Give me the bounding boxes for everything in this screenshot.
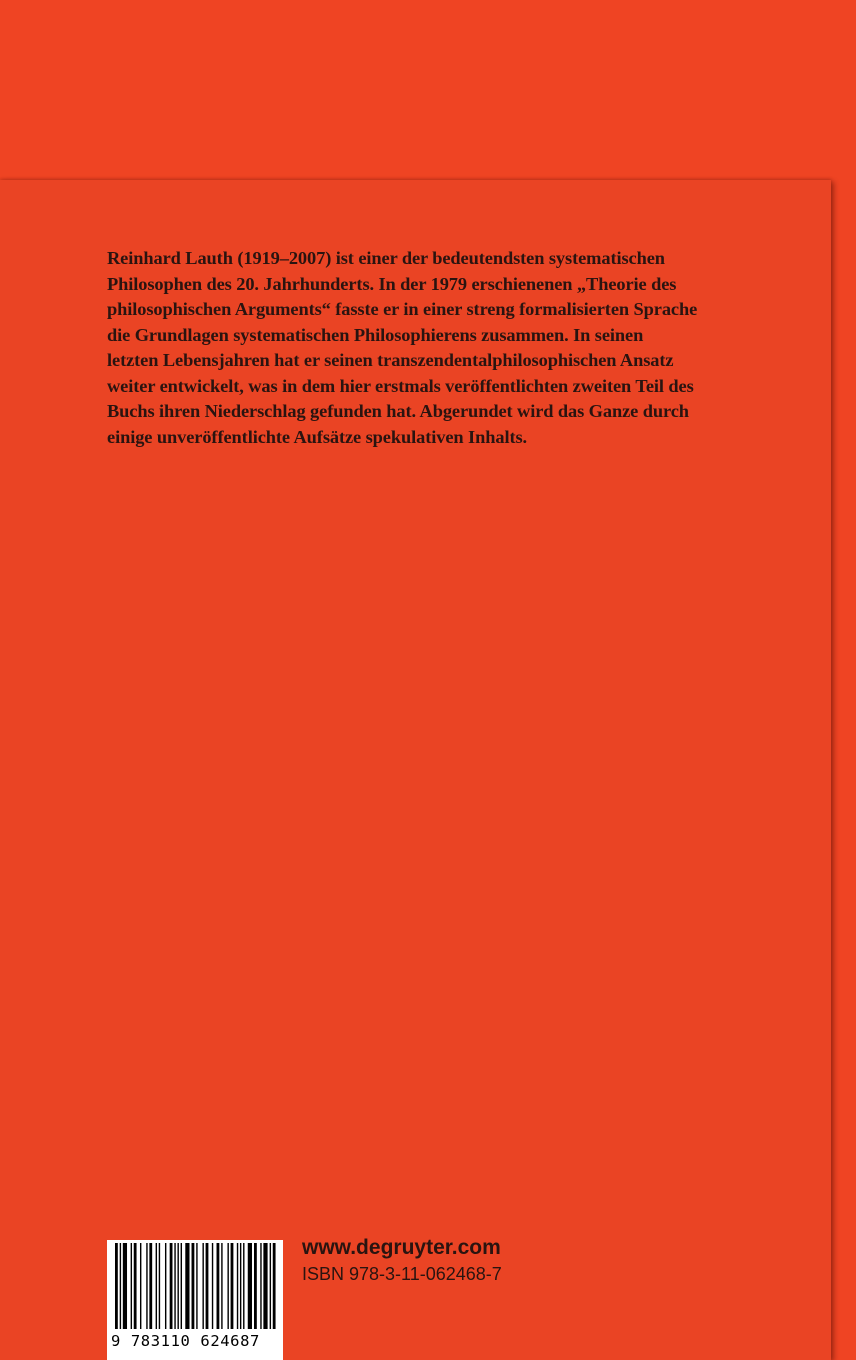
description-line: die Grundlagen systematischen Philosophierens zusammen. In seinen	[107, 324, 644, 345]
isbn-number: ISBN 978-3-11-062468-7	[302, 1264, 502, 1284]
description-line: philosophischen Arguments“ fasste er in einer streng formalisierten Sprache	[107, 299, 698, 319]
description-line: letzten Lebensjahren hat er seinen transzendentalphilosophischen Ansatz	[107, 350, 674, 370]
description-line: weiter entwickelt, was in dem hier erstmals veröffentlichten zweiten Teil des	[107, 375, 694, 396]
barcode-digits: 9 783110 624687	[111, 1332, 260, 1350]
publisher-url: www.degruyter.com	[302, 1236, 501, 1259]
book-description	[107, 246, 757, 450]
cover-top-band	[0, 0, 856, 180]
description-line: Philosophen des 20. Jahrhunderts. In der 1979 erschienenen „Theorie des	[107, 273, 677, 294]
description-line: Buchs ihren Niederschlag gefunden hat. Abgerundet wird das Ganze durch	[107, 401, 689, 421]
description-line: einige unveröffentlichte Aufsätze spekulativen Inhalts.	[107, 426, 528, 447]
description-line: Reinhard Lauth (1919–2007) ist einer der bedeutendsten systematischen	[107, 248, 665, 268]
barcode-bars	[115, 1243, 279, 1329]
barcode	[107, 1240, 283, 1360]
